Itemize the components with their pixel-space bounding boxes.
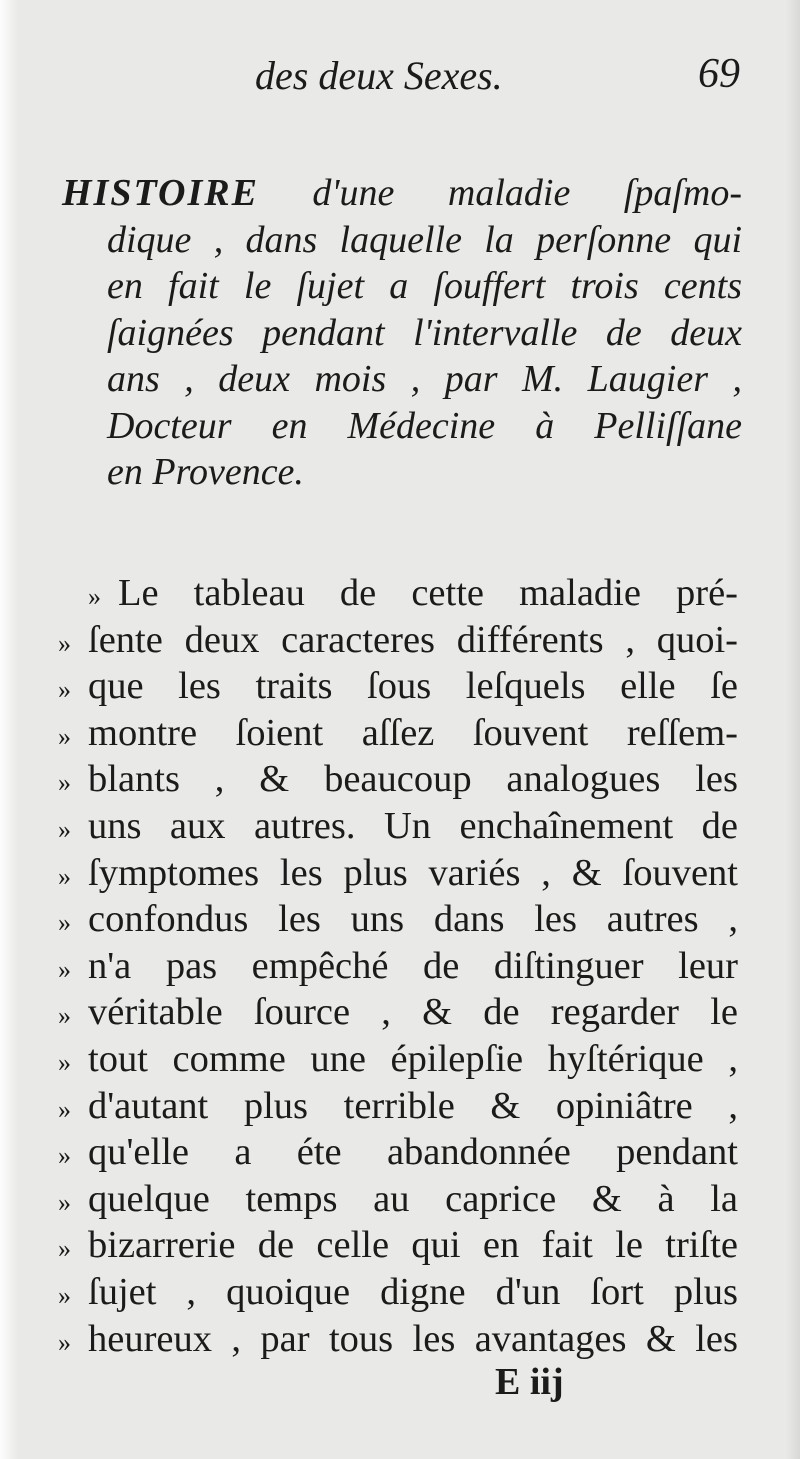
quote-mark: » <box>58 768 69 798</box>
quote-mark: » <box>88 582 99 611</box>
body-paragraph <box>58 570 738 1362</box>
title-line-5: ans , deux mois , par M. Laugier , <box>107 358 742 400</box>
body-line <box>58 850 738 897</box>
body-line <box>58 896 738 943</box>
quote-mark: » <box>58 1187 69 1217</box>
body-line <box>58 989 738 1036</box>
body-line <box>58 943 738 990</box>
title-line-7: en Provence. <box>107 451 304 493</box>
quote-mark: » <box>58 721 69 751</box>
quote-mark: » <box>58 1141 69 1171</box>
body-line <box>58 663 738 710</box>
body-line <box>58 1176 738 1223</box>
quote-mark: » <box>58 1047 69 1077</box>
title-line-3: en fait le ſujet a ſouffert trois cents <box>107 265 742 307</box>
body-line-text: ſujet , quoique digne d'un ſort plus <box>88 1270 738 1313</box>
quote-mark: » <box>58 954 69 984</box>
body-line-text: ſente deux caracteres différents , quoi- <box>88 618 738 661</box>
title-line-6: Docteur en Médecine à Pelliſſane <box>107 404 742 447</box>
quote-mark: » <box>58 628 69 658</box>
article-title <box>62 170 742 496</box>
signature-mark: E iij <box>495 1361 564 1403</box>
body-line <box>58 1222 738 1269</box>
body-line-text: uns aux autres. Un enchaînement de <box>88 804 738 847</box>
quote-mark: » <box>58 861 69 891</box>
body-line-text: heureux , par tous les avantages & les <box>88 1317 738 1360</box>
body-line-text: quelque temps au caprice & à la <box>88 1177 738 1220</box>
body-line-text: ſymptomes les plus variés , & ſouvent <box>88 851 738 894</box>
quote-mark: » <box>58 1280 69 1310</box>
body-line-text: véritable ſource , & de regarder le <box>88 991 738 1034</box>
body-line-text: qu'elle a éte abandonnée pendant <box>88 1131 738 1174</box>
body-line-text: blants , & beaucoup analogues les <box>88 758 738 801</box>
title-line-2: dique , dans laquelle la perſonne qui <box>107 218 742 261</box>
body-line-text: tout comme une épilepſie hyſtérique , <box>88 1037 738 1080</box>
body-line-text: d'autant plus terrible & opiniâtre , <box>88 1084 738 1127</box>
body-line-text: que les traits ſous leſquels elle ſe <box>88 665 738 708</box>
quote-mark: » <box>58 1234 69 1264</box>
quote-mark: » <box>58 814 69 844</box>
body-line <box>58 1036 738 1083</box>
quote-mark: » <box>58 675 69 705</box>
quote-mark: » <box>58 1094 69 1124</box>
body-line <box>58 710 738 757</box>
body-line-text: Le tableau de cette maladie pré- <box>118 572 738 614</box>
title-line-4: ſaignées pendant l'intervalle de deux <box>107 311 742 354</box>
body-line <box>58 1269 738 1316</box>
title-lead-word: HISTOIRE <box>62 172 259 214</box>
quote-mark: » <box>58 1001 69 1031</box>
title-line-1 <box>62 170 742 217</box>
quote-mark: » <box>58 1327 69 1357</box>
page-number: 69 <box>698 51 740 97</box>
body-line-text: confondus les uns dans les autres , <box>88 898 738 941</box>
body-line <box>58 1316 738 1363</box>
body-line <box>58 1083 738 1130</box>
body-line <box>58 803 738 850</box>
body-line <box>58 1129 738 1176</box>
body-line <box>58 756 738 803</box>
body-line-text: n'a pas empêché de diſtinguer leur <box>88 944 738 987</box>
quote-mark: » <box>58 908 69 938</box>
body-line-text: montre ſoient aſſez ſouvent reſſem- <box>88 711 738 754</box>
body-line <box>58 570 738 617</box>
body-line-text: bizarrerie de celle qui en fait le triſte <box>88 1224 738 1267</box>
running-head: des deux Sexes. <box>255 53 503 98</box>
title-line-text: d'une maladie ſpaſmo- <box>312 172 742 214</box>
body-line <box>58 617 738 664</box>
